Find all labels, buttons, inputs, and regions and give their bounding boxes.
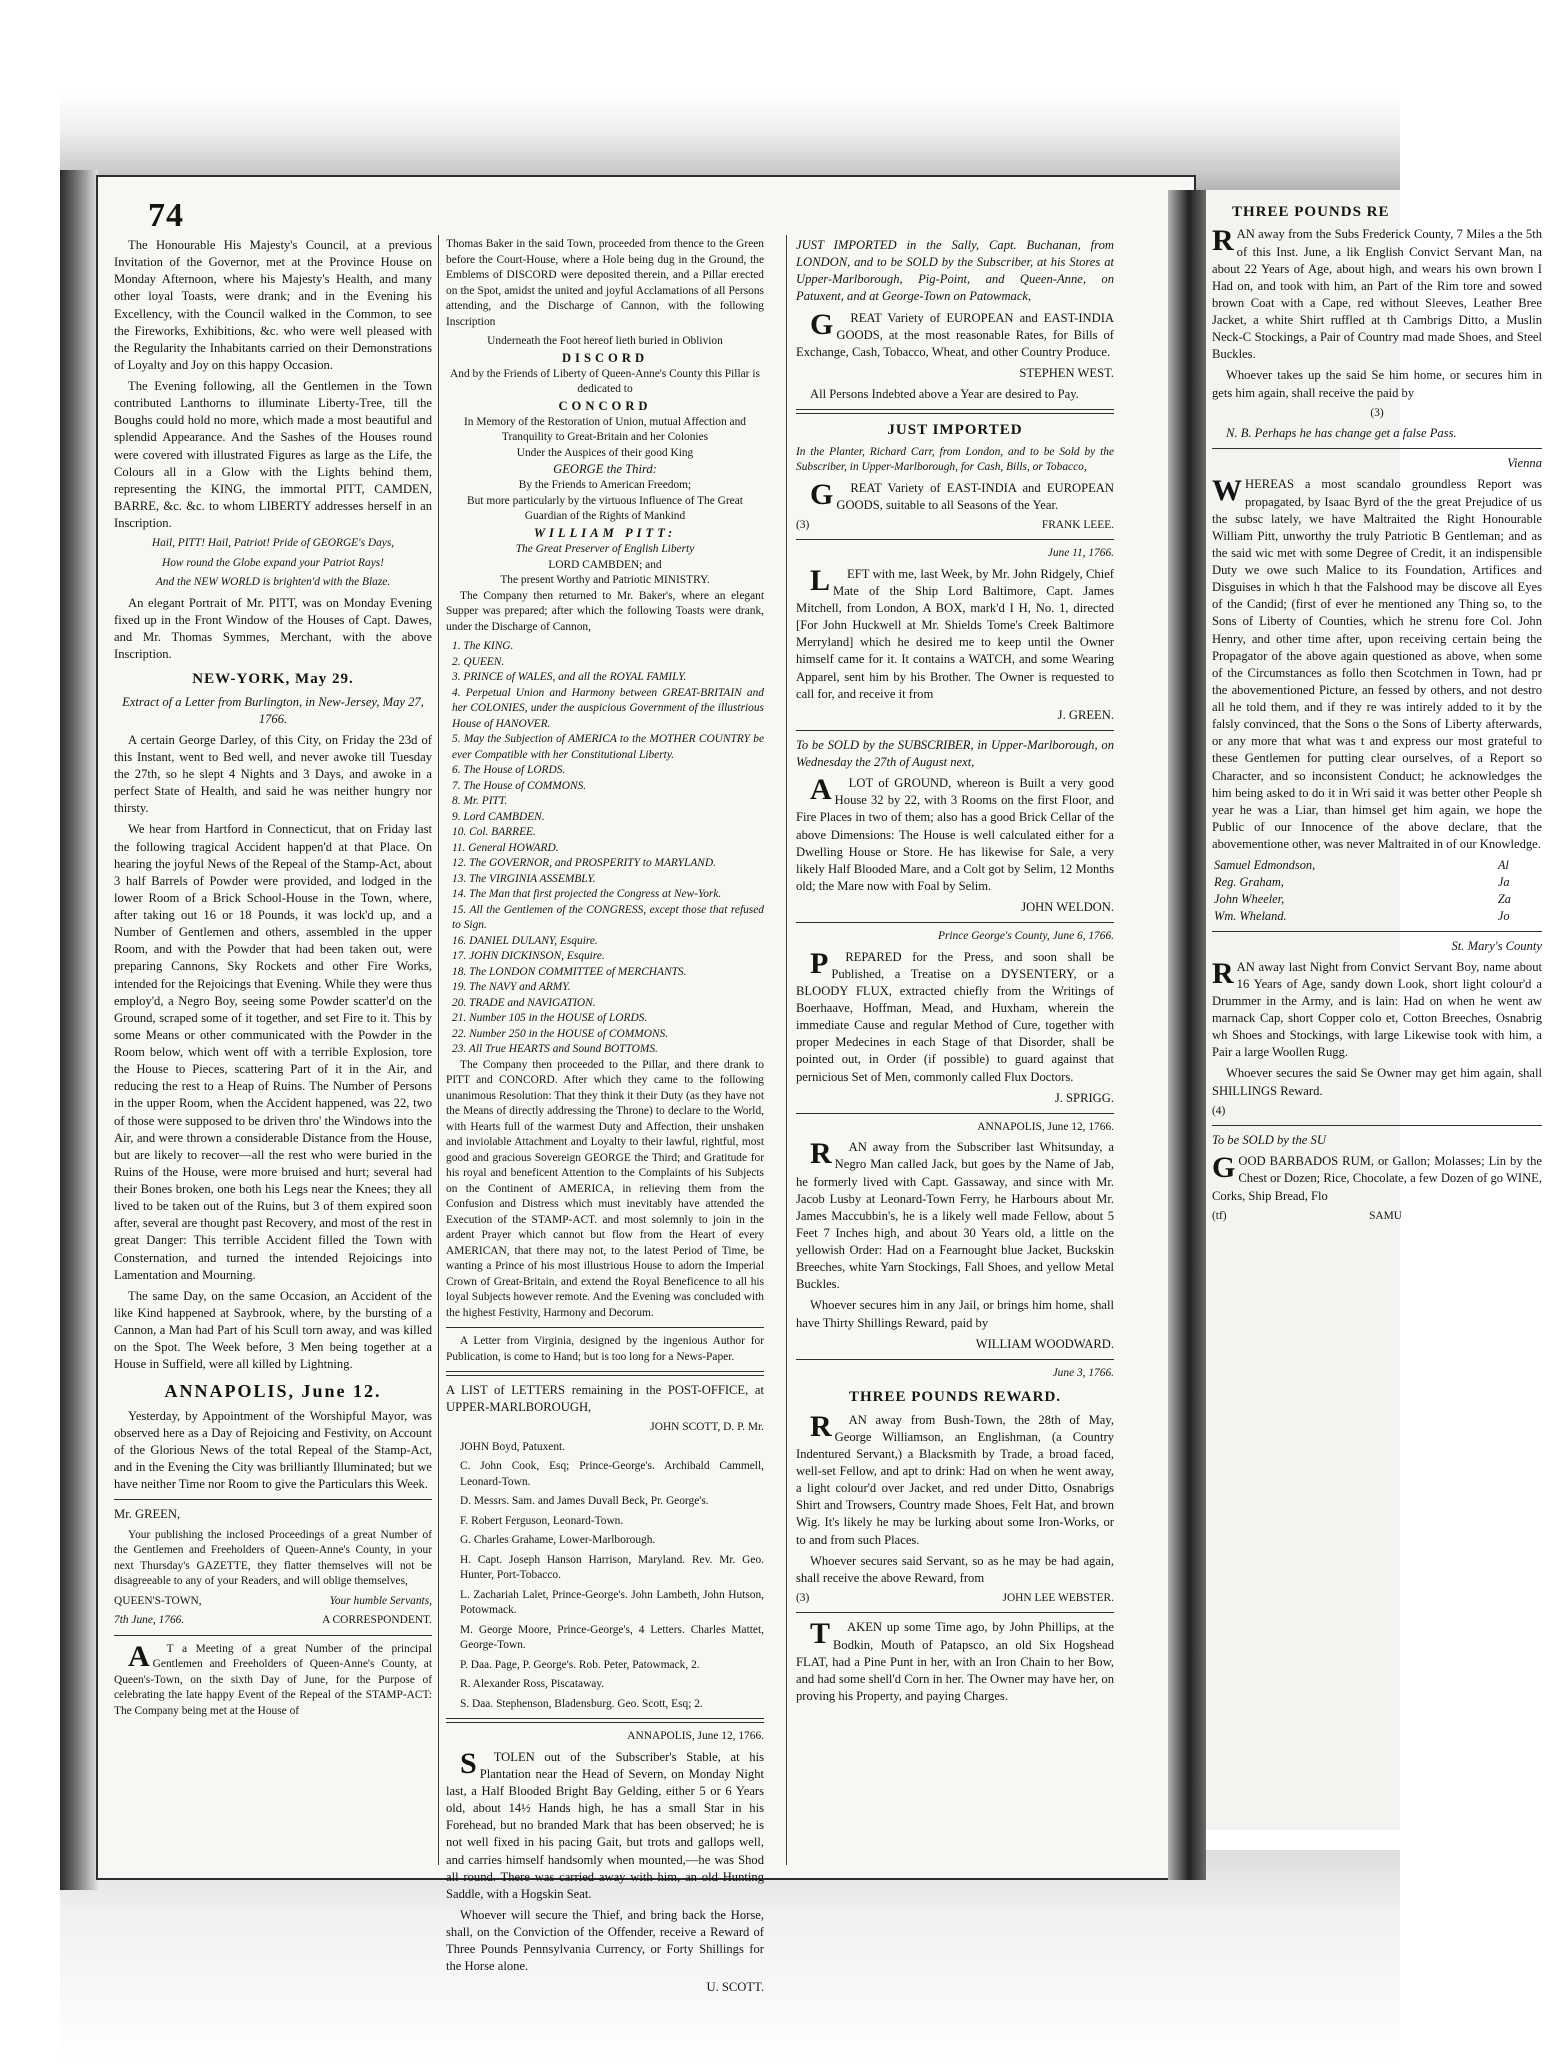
letter-date-line — [114, 1613, 432, 1629]
inscription-line: The present Worthy and Patriotic MINISTRY. — [500, 574, 710, 586]
inscription-line: By the Friends to American Freedom; — [518, 479, 692, 492]
letter-place — [114, 1594, 432, 1610]
list-item: S. Daa. Stephenson, Bladensburg. Geo. Scott, Esq; 2. — [460, 1697, 703, 1710]
letter-body: Your publishing the inclosed Proceedings of a great Number of the Gentlemen and Freeholders of Queen-Anne's County, in your next Thursday's GAZETTE, they flatter themselves will not be disagreeable to any of your Readers, and will oblige themselves, — [114, 1528, 432, 1588]
dateline-new-york: NEW-YORK, May 29. — [192, 671, 354, 688]
adjacent-whereas: WHEREAS a most scandalo groundless Report was propagated, by Isaac Byrd of the the great Prejudice of us the subsc lately, we have Maltraited the Right Honourable William Pitt, unworthy the truly Patriotic B Gentleman; and as the said wic met with some Degree of Credit, it an indispensible Duty we owe such Malice to its Foundation, Artifices and Disguises in which h that the Falshood may be discove all Eyes of the Candid; (first of ever he mentioned any Thing so, to the Sons of Liberty of Counties, which he strenu fore Col. John Henry, and other time after, upon receiving certain being the Propagator of the above again questioned as above, when some of the Circumstances as follo then Scotchmen in Town, had pr the abovementioned Picture, an fessed by others, and not destro all he told them, and if they re was intirely added to it by the falsly convinced, that the Sons o the Sons of Liberty afterwards, or any more that what was t and express our most grateful to these Gentlemen for putting clear ourselves, of a Report so Character, and so inconsistent Conduct; he acknowledges the him being asked to do it in Wri said it was better other People sh year he was a Liar, than himsel get him again, we hope the Public of our Innocence of the above declare, that the abovementione other, was never Maltraited in of our Knowledge. — [1212, 474, 1542, 852]
divider — [1212, 931, 1542, 932]
inscription-line: Underneath the Foot hereof lieth buried in Oblivion — [487, 335, 723, 347]
ad-stolen-signature: U. SCOTT. — [706, 1980, 764, 1995]
divider — [796, 1113, 1114, 1114]
ad-west-body: GREAT Variety of EUROPEAN and EAST-INDIA GOODS, at the most reasonable Rates, for Bills of Exchange, Cash, Tobacco, Wheat, and other Country Produce. — [796, 307, 1114, 359]
toast-item: 16. DANIEL DULANY, Esquire. — [452, 934, 598, 947]
ad-webster-heading: THREE POUNDS REWARD. — [848, 1389, 1062, 1406]
ad-mark: (3) — [796, 1591, 810, 1604]
ad-green-date: June 11, 1766. — [1047, 547, 1114, 560]
adjacent-dateline: Vienna — [1507, 456, 1542, 471]
adjacent-runaway-boy: RAN away last Night from Convict Servant Boy, name about 16 Years of Age, sandy down Look, short light colour'd a Drummer in the Army, and is lain: Had on when he went aw marnack Cap, short Copper colo et, Cotton Breeches, Osnabrig wh Shoes and Stockings, with large Likewise took with him, a Pair a large Woollen Rugg. — [1212, 956, 1542, 1060]
ad-leee-body: GREAT Variety of EAST-INDIA and EUROPEAN GOODS, suitable to all Seasons of the Year. — [810, 477, 1114, 512]
toast-item: 14. The Man that first projected the Congress at New-York. — [452, 888, 722, 900]
ad-stolen-horse: STOLEN out of the Subscriber's Stable, at his Plantation near the Head of Severn, on Monday Night last, a Half Blooded Bright Bay Gelding, either 5 or 6 Years old, about 14½ Hands high, he has a small Star in his Forehead, but no branded Mark that has been observed; he is not well fixed in his pacing Gait, but trots and gallops well, and carries himself handsomly when mounted,—he was Shod all round. There was carried away with him, an old Hunting Saddle, with a Hogskin Seat. — [446, 1746, 764, 1901]
adjacent-ad-note: N. B. Perhaps he has change get a false Pass. — [1226, 426, 1457, 441]
article-resolution: The Company then proceeded to the Pillar, and there drank to PITT and CONCORD. After which they came to the following unanimous Resolution: That they think it their Duty (as they have not the Means of directly addressing the Throne) to declare to the World, with Hearts full of the warmest Duty and Affection, their unshaken and inviolable Attachment and Loyalty to their lawful, rightful, most good and gracious Sovereign GEORGE the Third; and Gratitude for his royal and beneficent Attention to the Complaints of his Subjects on the Continent of AMERICA, in relieving them from the Confusion and Distress which must inevitably have attended the Execution of the STAMP-ACT. and most solemnly to join in the ardent Prayer which cannot but flow from the Heart of every AMERICAN, that there may not, to the latest Period of Time, be wanting a Prince of his most illustrious House to adorn the Imperial Crown of Great-Britain, and extend the Royal Beneficence to all his loyal Subjects however remote. And the Evening was concluded with the highest Festivity, Harmony and Decorum. — [446, 1058, 764, 1319]
ad-webster-reward: Whoever secures said Servant, so as he may be had again, shall receive the above Reward, from — [796, 1553, 1114, 1585]
adjacent-ad-reward: Whoever takes up the said Se him home, or secures him in gets him again, shall receive the paid by — [1212, 368, 1542, 400]
ad-leee-sub: In the Planter, Richard Carr, from London, and to be Sold by the Subscriber, in Upper-Marlborough, for Cash, Bills, or Tobacco, — [796, 445, 1114, 474]
adjacent-page-fragment — [1206, 190, 1543, 1830]
article-saybrook: The same Day, on the same Occasion, an Accident of the like Kind happened at Saybrook, where, by the bursting of a Cannon, a Man had Part of his Scull torn away, and was killed on the Spot. The Week before, 3 Men being together at a House in Suffield, were all killed by Lightning. — [114, 1288, 432, 1372]
page-left-edge — [60, 170, 98, 1890]
toast-item: 5. May the Subjection of AMERICA to the MOTHER COUNTRY be ever Compatible with her Constitutional Liberty. — [452, 733, 764, 761]
inscription-line: But more particularly by the virtuous Influence of The Great Guardian of the Rights of Mankind — [467, 494, 743, 523]
letter-salutation: Mr. GREEN, — [114, 1507, 181, 1522]
adjacent-ad-runaway: RAN away from the Subs Frederick County, 7 Miles a the 5th of this Inst. June, a lik English Convict Servant Man, na about 22 Years of Age, about high, and wears his own brown I Had on, and took with him, an Part of the Rim tore and sowed brown Coat with a Cape, red without Sleeves, Leather Bree Jacket, a white Shirt ruffled at th Cambrigs Ditto, a Muslin Neck-C Stockings, a Pair of Country mad made Shoes, and Steel Buckles. — [1212, 224, 1542, 362]
ad-green-signature: J. GREEN. — [1057, 707, 1114, 722]
list-item: F. Robert Ferguson, Leonard-Town. — [460, 1514, 624, 1527]
inscription-concord: CONCORD — [558, 398, 652, 413]
ad-leee-footer — [796, 518, 1114, 534]
toast-item: 8. Mr. PITT. — [452, 795, 508, 807]
dateline-subtitle: Extract of a Letter from Burlington, in New-Jersey, May 27, 1766. — [122, 694, 424, 726]
toast-item: 13. The VIRGINIA ASSEMBLY. — [452, 872, 596, 885]
toast-item: 22. Number 250 in the HOUSE of COMMONS. — [452, 1027, 669, 1040]
toast-item: 9. Lord CAMBDEN. — [452, 810, 545, 823]
divider — [796, 730, 1114, 731]
adjacent-dateline-2: St. Mary's County — [1451, 938, 1542, 953]
toast-item: 6. The House of LORDS. — [452, 764, 566, 776]
column-2 — [446, 237, 764, 1995]
verse-line: How round the Globe expand your Patriot Rays! — [162, 556, 384, 569]
ad-sprigg-date: Prince George's County, June 6, 1766. — [937, 930, 1114, 943]
divider — [796, 409, 1114, 414]
list-item: L. Zachariah Lalet, Prince-George's. John Lambeth, John Hutson, Potowmack. — [460, 1588, 764, 1617]
inscription-pitt: WILLIAM PITT: — [533, 525, 677, 540]
ad-woodward-signature: WILLIAM WOODWARD. — [975, 1336, 1114, 1351]
adjacent-signatories — [1212, 857, 1542, 924]
letters-list-heading: A LIST of LETTERS remaining in the POST-OFFICE, at UPPER-MARLBOROUGH, — [446, 1383, 764, 1415]
toast-item: 4. Perpetual Union and Harmony between GREAT-BRITAIN and her COLONIES, under the auspicious Government of the illustrious House of HANOVER. — [452, 686, 764, 730]
adjacent-sale-body: GOOD BARBADOS RUM, or Gallon; Molasses; Lin by the Chest or Dozen; Rice, Chocolate, a few Dozen of go WINE, Corks, Ship Bread, Flo — [1212, 1151, 1543, 1203]
dateline-annapolis: ANNAPOLIS, June 12. — [164, 1381, 382, 1402]
signatory-name: Ja — [1497, 875, 1510, 889]
toast-item: 17. JOHN DICKINSON, Esquire. — [452, 950, 605, 962]
divider — [446, 1327, 764, 1328]
list-item: JOHN Boyd, Patuxent. — [460, 1440, 566, 1453]
ad-leee-heading: JUST IMPORTED — [887, 422, 1023, 439]
book-gutter — [1168, 190, 1206, 1880]
toast-item: 11. General HOWARD. — [452, 841, 559, 854]
editor-note: A Letter from Virginia, designed by the ingenious Author for Publication, is come to Hand; but is too long for a News-Paper. — [446, 1335, 764, 1363]
article-darley: A certain George Darley, of this City, on Friday the 23d of this Instant, went to Bed well, and never awoke till Tuesday the 27th, so he slept 4 Nights and 3 Days, and awoke in a perfect State of Health, and said he was neither hungry nor thirsty. — [114, 732, 432, 816]
ad-webster-signature: JOHN LEE WEBSTER. — [1002, 1591, 1114, 1604]
ad-west-heading: JUST IMPORTED in the Sally, Capt. Buchanan, from LONDON, and to be SOLD by the Subscriber, at his Stores at Upper-Marlborough, Pig-Point, and Queen-Anne, on Patuxent, and at George-Town on Patowmack, — [796, 238, 1114, 304]
list-item: D. Messrs. Sam. and James Duvall Beck, Pr. George's. — [460, 1495, 709, 1508]
ad-webster-footer — [796, 1591, 1114, 1607]
adjacent-ad-mark-2: (4) — [1212, 1104, 1226, 1117]
article-portrait: An elegant Portrait of Mr. PITT, was on Monday Evening fixed up in the Front Window of the Houses of Capt. Dawes, and Mr. Thomas Symmes, Merchant, with the above Inscription. — [114, 595, 432, 661]
ad-mark: (tf) — [1212, 1209, 1227, 1222]
inscription-line: And by the Friends of Liberty of Queen-Anne's County this Pillar is dedicated to — [450, 367, 760, 396]
list-item: C. John Cook, Esq; Prince-George's. Archibald Cammell, Leonard-Town. — [460, 1460, 764, 1488]
adjacent-reward-2: Whoever secures the said Se Owner may get him again, shall SHILLINGS Reward. — [1212, 1066, 1542, 1098]
article-hartford: We hear from Hartford in Connecticut, that on Friday last the following tragical Accident happen'd at that Place. On hearing the joyful News of the Repeal of the Stamp-Act, about 3 half Barrels of Powder were provided, and lodged in the lower Room of a Brick School-House in the Town, where, after taking out 16 or 18 Pounds, it was lock'd up, and a Number of Gentlemen and others, assembled in the upper Room, and with the Powder that had been taken out, were preparing Cannons, Sky Rockets and other Fire Works, intended for the Rejoicings that Evening. While they were thus employ'd, a Negro Boy, seeing some Powder scatter'd on the Ground, scraped some of it together, and set Fire to it. This by some Means or other communicated with the Powder in the Room below, which went off with a terrible Explosion, tore the House to Pieces, scattering Part of it in the Air, and reducing the rest to a Heap of Ruins. The Number of Persons in the upper Room, when the Accident happened, was 22, two of those were supposed to be driven thro' the Windows into the Air, and were thrown a considerable Distance from the House, but are likely to recover—all the rest who were buried in the Ruins of the House, were more bruised and hurt; several had their Bones broken, one both his Legs near the Knees; they all lived to be taken out of the Ruins, but 3 of them expired soon after, several are thought past Recovery, and most of the rest in great Danger: This terrible Accident filled the Town with Consternation, and turned the intended Rejoicings into Lamentation and Mourning. — [114, 822, 432, 1282]
article-lanthorns: The Evening following, all the Gentlemen in the Town contributed Lanthorns to illuminate Liberty-Tree, till the Boughs could hold no more, which made a most beautiful and splendid Appearance. And the Sashes of the Houses round were covered with illustrated Figures as large as the Life, the Colours all in a Glow with the Lights behind them, representing the KING, the immortal PITT, CAMDEN, BARRE, &c. &c. to whom LIBERTY addresses herself in an Inscription. — [114, 379, 432, 530]
divider — [1212, 1125, 1542, 1126]
toast-item: 20. TRADE and NAVIGATION. — [452, 996, 596, 1009]
newspaper-page — [96, 175, 1196, 1995]
inscription-line: LORD CAMBDEN; and — [548, 558, 662, 571]
column-rule-1 — [438, 235, 439, 1865]
divider — [114, 1499, 432, 1500]
column-1 — [114, 237, 432, 1869]
article-pillar: Thomas Baker in the said Town, proceeded from thence to the Green before the Court-House, where a Hole being dug in the Ground, the Emblems of DISCORD were deposited therein, and a Pillar erected on the Spot, amidst the united and joyful Acclamations of all Persons attending, and the Discharge of Cannon, with the following Inscription — [446, 238, 764, 328]
letter-closing: Your humble Servants, — [329, 1594, 432, 1607]
adjacent-ad-mark: (3) — [1370, 406, 1384, 419]
list-item: R. Alexander Ross, Piscataway. — [460, 1678, 605, 1691]
ad-woodward-body: RAN away from the Subscriber last Whitsunday, a Negro Man called Jack, but goes by the Name of Jab, he formerly lived with Capt. Gassaway, and since with Mr. Jacob Lusby at Leonard-Town Ferry, he Harbours about Mr. James Maccubbin's, he is a likely well made Fellow, about 5 Feet 7 Inches high, and about 30 Years old, a little on the yellowish Order: Had on a Fearnought blue Jacket, Buckskin Breeches, white Yarn Stockings, Fall Shoes, and yellow Metal Buckles. — [796, 1137, 1114, 1292]
divider — [446, 1371, 764, 1376]
toast-item: 23. All True HEARTS and Sound BOTTOMS. — [452, 1043, 658, 1055]
ad-phillips-body: TAKEN up some Time ago, by John Phillips, at the Bodkin, Mouth of Patapsco, an old Six Hogshead FLAT, had a Pine Punt in her, with an Iron Chain to her Bow, and had some shell'd Corn in her. The Owner may have her, on proving his Property, and paying Charges. — [796, 1617, 1114, 1703]
ad-stolen-reward: Whoever will secure the Thief, and bring back the Horse, shall, on the Conviction of the Offender, receive a Reward of Three Pounds Pennsylvania Currency, or Forty Shillings for the Horse alone. — [446, 1907, 764, 1974]
article-queen-anne-meeting: AT a Meeting of a great Number of the principal Gentlemen and Freeholders of Queen-Anne's County, at Queen's-Town, on the sixth Day of June, for the Purpose of celebrating the late happy Event of the Repeal of the STAMP-ACT: The Company being met at the House of — [114, 1639, 432, 1717]
letter-place-name: QUEEN'S-TOWN, — [114, 1594, 202, 1607]
ad-green-body: LEFT with me, last Week, by Mr. John Ridgely, Chief Mate of the Ship Lord Baltimore, Capt. James Mitchell, from London, A BOX, mark'd I H, No. 1, directed [For John Huckwell at Mr. Shields Tome's Creek Baltimore Merryland] which he desired me to keep until the Owner himself came for it. It contains a WATCH, and some Wearing Apparel, sent him by his Brother. The Owner is requested to call for, and receive it from — [796, 563, 1114, 701]
inscription-line: Under the Auspices of their good King — [516, 446, 694, 459]
adjacent-sale-signature: SAMU — [1369, 1209, 1402, 1222]
letters-list-signature: JOHN SCOTT, D. P. Mr. — [650, 1421, 764, 1434]
letter-date: 7th June, 1766. — [114, 1614, 185, 1627]
ad-west-note: All Persons Indebted above a Year are desired to Pay. — [810, 387, 1079, 401]
signatory-name: Wm. Wheland. — [1214, 908, 1287, 923]
toast-item: 18. The LONDON COMMITTEE of MERCHANTS. — [452, 965, 687, 978]
signatory-name: Reg. Graham, — [1214, 875, 1284, 889]
ad-sprigg-body: PREPARED for the Press, and soon shall be Published, a Treatise on a DYSENTERY, or a BLOODY FLUX, extracted chiefly from the Writings of Boerhaave, Hoffman, Mead, and Huxham, wherein the immediate Cause and regular Method of Cure, together with proper Medecines in each Stage of that Disorder, shall be pointed out, in Order (if possible) to guard against that pernicious Set of Men, commonly called Flux Doctors. — [796, 946, 1114, 1084]
ad-weldon-body: ALOT of GROUND, whereon is Built a very good House 32 by 22, with 3 Rooms on the first Floor, and Fire Places in two of them; also has a good Brick Cellar of the above Dimensions: The House is well calculated either for a Dwelling House or Store. He has likewise for Sale, a very likely Half Blooded Mare, and a Colt got by Selim, 12 Months old; the Mare now with Foal by Selim. — [796, 773, 1114, 893]
inscription-george: GEORGE the Third: — [553, 462, 657, 477]
ad-west-signature: STEPHEN WEST. — [1019, 365, 1114, 380]
adjacent-sale-footer — [1212, 1209, 1542, 1225]
signatory-name: Jo — [1497, 908, 1510, 923]
column-rule-2 — [786, 235, 787, 1865]
toast-item: 12. The GOVERNOR, and PROSPERITY to MARYLAND. — [452, 857, 716, 869]
signatory-name: John Wheeler, — [1214, 891, 1285, 906]
toast-item: 10. Col. BARREE. — [452, 826, 536, 838]
signatory-name: Samuel Edmondson, — [1214, 858, 1316, 873]
ad-woodward-reward: Whoever secures him in any Jail, or brings him home, shall have Thirty Shillings Reward, paid by — [796, 1298, 1114, 1330]
list-item: H. Capt. Joseph Hanson Harrison, Maryland. Rev. Mr. Geo. Hunter, Port-Tobacco. — [460, 1553, 764, 1582]
signatory-name: Za — [1497, 891, 1511, 906]
ad-stolen-dateline: ANNAPOLIS, June 12, 1766. — [627, 1730, 764, 1743]
divider — [796, 1359, 1114, 1360]
divider — [1212, 448, 1542, 449]
toast-item: 21. Number 105 in the HOUSE of LORDS. — [452, 1012, 648, 1024]
ad-mark: (3) — [796, 518, 810, 531]
divider — [446, 1718, 764, 1723]
page-number: 74 — [148, 197, 184, 234]
column-3 — [796, 237, 1114, 1869]
ad-webster-date: June 3, 1766. — [1052, 1366, 1114, 1379]
article-council: The Honourable His Majesty's Council, at a previous Invitation of the Governor, met at the Province House on Monday Afternoon, where his Majesty's Health, and many other loyal Toasts, were drank; and in the Evening his Excellency, with the Council walked in the Common, to see the Fireworks, Exhibitions, &c. who were well pleased with the Regularity the Inhabitants carried on their Demonstrations of Loyalty and Joy on this happy Occasion. — [114, 238, 432, 372]
ad-woodward-date: ANNAPOLIS, June 12, 1766. — [977, 1120, 1114, 1133]
article-rejoicing: Yesterday, by Appointment of the Worshipful Mayor, was observed here as a Day of Rejoicing and Festivity, on Account of the Glorious News of the total Repeal of the Stamp-Act, and in the Evening the City was brilliantly Illuminated; but we have neither Time nor Room to give the Particulars this Week. — [114, 1408, 432, 1492]
signatory-name: Al — [1497, 858, 1509, 873]
list-item: M. George Moore, Prince-George's, 4 Letters. Charles Mattet, George-Town. — [460, 1623, 764, 1652]
letters-list — [446, 1440, 764, 1713]
toast-item: 3. PRINCE of WALES, and all the ROYAL FAMILY. — [452, 671, 687, 683]
adjacent-sale-heading: To be SOLD by the SU — [1212, 1133, 1326, 1148]
verse-line: Hail, PITT! Hail, Patriot! Pride of GEORGE's Days, — [151, 537, 395, 550]
inscription-line: The Great Preserver of English Liberty — [515, 543, 695, 555]
toast-item: 1. The KING. — [452, 640, 514, 652]
ad-sprigg-signature: J. SPRIGG. — [1054, 1090, 1114, 1105]
list-item: P. Daa. Page, P. George's. Rob. Peter, Patowmack, 2. — [460, 1658, 700, 1671]
ad-weldon-signature: JOHN WELDON. — [1021, 900, 1114, 915]
ad-leee-signature: FRANK LEEE. — [1041, 518, 1114, 531]
inscription-discord: DISCORD — [561, 350, 649, 365]
letter-signature: A CORRESPONDENT. — [322, 1614, 432, 1627]
adjacent-heading: THREE POUNDS RE — [1232, 204, 1390, 220]
toast-item: 7. The House of COMMONS. — [452, 779, 587, 792]
divider — [114, 1635, 432, 1636]
ad-weldon-heading: To be SOLD by the SUBSCRIBER, in Upper-Marlborough, on Wednesday the 27th of August next, — [796, 737, 1114, 770]
inscription-line: In Memory of the Restoration of Union, mutual Affection and Tranquility to Great-Britain and her Colonies — [464, 415, 746, 444]
toast-item: 2. QUEEN. — [452, 655, 505, 668]
article-supper: The Company then returned to Mr. Baker's, where an elegant Supper was prepared; after which the following Toasts were drank, under the Discharge of Cannon, — [446, 589, 764, 633]
ad-webster-body: RAN away from Bush-Town, the 28th of May, George Williamson, an Englishman, (a Country Indentured Servant,) a Blacksmith by Trade, a broad faced, well-set Fellow, and apt to drink: Had on when he went away, a light colour'd over Jacket, and red under Ditto, Osnabrigs Shirt and Trowsers, Country made Shoes, Felt Hat, and brown Wig. It's likely he may be lurking about some Iron-Works, or to and from such Places. — [796, 1409, 1114, 1547]
divider — [796, 922, 1114, 923]
toast-item: 15. All the Gentlemen of the CONGRESS, except those that refused to Sign. — [452, 903, 764, 931]
toast-item: 19. The NAVY and ARMY. — [452, 981, 571, 993]
list-item: G. Charles Grahame, Lower-Marlborough. — [460, 1534, 656, 1547]
divider — [796, 1612, 1114, 1613]
divider — [796, 539, 1114, 540]
verse-line: And the NEW WORLD is brighten'd with the Blaze. — [155, 576, 391, 589]
toast-list — [446, 639, 764, 1058]
